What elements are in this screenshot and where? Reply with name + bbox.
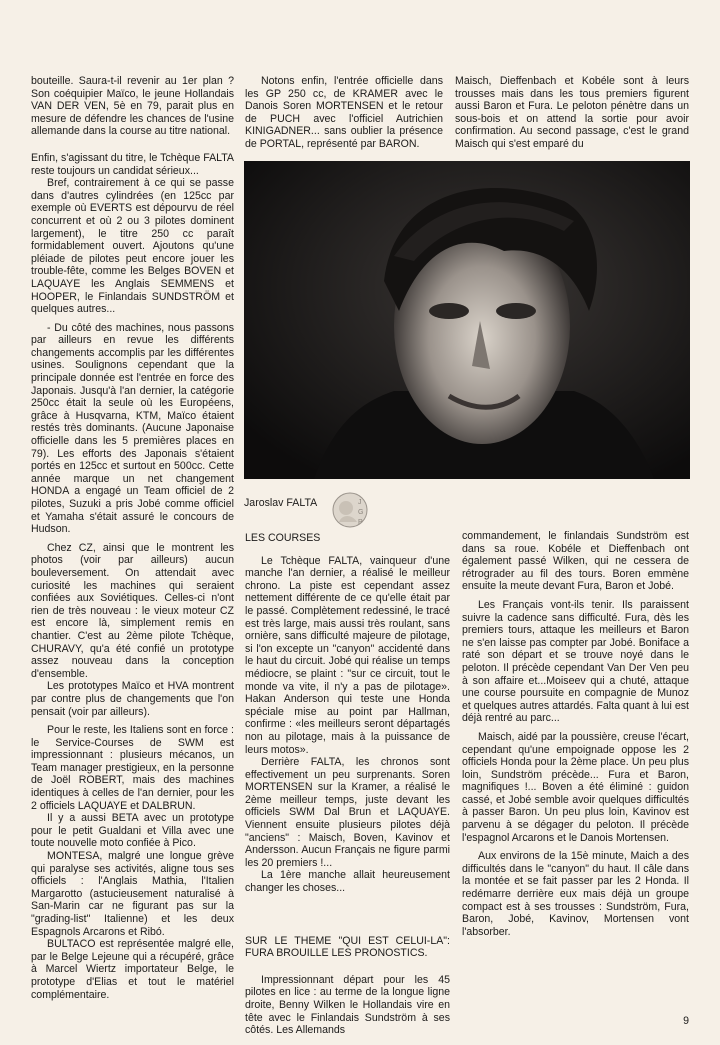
paragraph: Les Français vont-ils tenir. Ils paraissent suivre la cadence sans difficulté. Fura, dès les premiers tours, attaque les meilleurs et Baron ne s'en laisse pas compter par Jobé. Boniface a raté son départ et se trouve noyé dans le peloton. Il précède cependant Van Der Ven peu à son affaire et...Moiseev qui a chuté, attaque une course poursuite en compagnie de Munoz et quelques autres attardés. Falta quant à lui est déjà rentré au parc... (462, 598, 689, 725)
svg-text:J: J (358, 499, 362, 506)
paragraph: Chez CZ, ainsi que le montrent les photos (voir par ailleurs) aucun bouleversement. On attendait avec curiosité les machines qui seraient confiées aux Soviétiques. Celles-ci n'ont rien de très nouveau : le vieux moteur CZ est encore là, simplement remis en chantier. C'est au 2ème pilote Tchèque, CHURAVY, qu'a été confié un prototype assez nouveau dans la conception d'ensemble. (31, 541, 234, 680)
paragraph: Il y a aussi BETA avec un prototype pour le petit Gualdani et Villa avec une toute nouvelle moto confiée à Pico. (31, 812, 234, 850)
agency-logo (330, 488, 370, 534)
paragraph: Bref, contrairement à ce qui se passe dans d'autres cylindrées (en 125cc par exemple où EVERTS est dépourvu de réel concurrent et où 2 ou 3 pilotes dominent largement), le titre 250 cc paraît formidablement ouvert. Ajoutons qu'une pléiade de pilotes peut encore jouer les trouble-fête, comme les Belges BOVEN et LAQUAYE les Anglais SEMMENS et HOOPER, le Finlandais SUNDSTRÖM et quelques autres... (31, 177, 234, 316)
paragraph: Les prototypes Maïco et HVA montrent par contre plus de changements que l'on pensait (voir par ailleurs). (31, 680, 234, 718)
paragraph: Enfin, s'agissant du titre, le Tchèque FALTA reste toujours un candidat sérieux... (31, 151, 234, 177)
paragraph: Notons enfin, l'entrée officielle dans les GP 250 cc, de KRAMER avec le Danois Soren MORTENSEN et le retour de PUCH avec l'officiel Autrichien KINIGADNER... sans oublier la présence de PORTAL, représenté par BARON. (245, 75, 443, 150)
section-heading: LES COURSES (245, 532, 321, 544)
paragraph: - Du côté des machines, nous passons par ailleurs en revue les différents changements accomplis par les différentes usines. Soulignons cependant que la principale donnée est l'entrée en force des Japonais. Jusqu'à l'an dernier, la catégorie 250cc était la seule où les Européens, grâce à Husqvarna, KTM, Maïco étaient restés très dominants. (Aucune Japonaise officielle dans les 5 premières places en 79). Les efforts des Japonais s'étaient portés en 125cc et surtout en 500cc. Cette année marque un net changement HONDA a engagé un Team officiel de 2 pilotes, Suzuki a pris Jobé comme officiel et Yamaha s'était assuré le concours de Hudson. (31, 321, 234, 536)
paragraph: MONTESA, malgré une longue grève qui paralyse ses activités, aligne tous ses officiels : l'Anglais Mathia, l'Italien Margarotto (astucieusement naturalisé à San-Marin car ne figurant pas sur la "grading-list" Italienne) et les deux Espagnols Arcarons et Ribó. (31, 850, 234, 938)
section-heading: SUR LE THEME "QUI EST CELUI-LA": FURA BROUILLE LES PRONOSTICS. (245, 934, 450, 960)
paragraph: Pour le reste, les Italiens sont en force : le Service-Courses de SWM est impressionnant : plusieurs mécanos, un Team manager prestigieux, en la personne de Joël ROBERT, mais des machines identiques à celles de l'an dernier, pour les 2 officiels LAQUAYE et DALBRUN. (31, 724, 234, 812)
paragraph: Derrière FALTA, les chronos sont effectivement un peu surprenants. Soren MORTENSEN sur la Kramer, a réalisé le 2ème meilleur temps, juste devant les officiels SWM Dal Brun et LAQUAYE. Viennent ensuite plusieurs pilotes déjà "anciens" : Maisch, Boven, Kavinov et Andersson. Aucun Français ne figure parmi les 20 premiers !... (245, 756, 450, 869)
paragraph: Aux environs de la 15è minute, Maich a des difficultés dans le "canyon" du haut. Il câle dans la montée et se fait passer par les 2 Honda. Il redémarre derrière eux mais déjà un groupe compact est à ses trousses : Sundström, Fura, Baron, Jobé, Kavinov, Mortensen vont l'absorber. (462, 850, 689, 938)
paragraph: bouteille. Saura-t-il revenir au 1er plan ? Son coéquipier Maïco, le jeune Hollandais VAN DER VEN, 5è en 79, parait plus en mesure de défendre les chances de l'usine allemande dans la course au titre national. (31, 75, 234, 138)
svg-text:P: P (358, 519, 363, 526)
portrait-photo (244, 161, 690, 479)
photo-caption: Jaroslav FALTA (244, 497, 318, 509)
page-number: 9 (683, 1015, 689, 1027)
paragraph: Impressionnant départ pour les 45 pilotes en lice : au terme de la longue ligne droite, Benny Wilken le Hollandais vire en tête avec le Finlandais Sundström à ses côtés. Les Allemands (245, 973, 450, 1037)
paragraph: commandement, le finlandais Sundström est dans sa roue. Kobéle et Dieffenbach ont également passé Wilken, qui ne cessera de rétrograder au fil des tours. Boren emmène ensuite la meute devant Fura, Baron et Jobé. (462, 530, 689, 593)
paragraph: Maisch, aidé par la poussière, creuse l'écart, cependant qu'une empoignade oppose les 2 officiels Honda pour la 2ème place. Un peu plus loin, Sundström précède... Fura et Baron, magnifiques !... Boven a été éliminé : guidon cassé, et Jobé semble avoir quelques difficultés à passer Baron. Un peu plus loin, Kavinov est parvenu à se dégager du peloton. Il précède l'espagnol Arcarons et le Danois Mortensen. (462, 730, 689, 844)
paragraph: BULTACO est représentée malgré elle, par le Belge Lejeune qui a récupéré, grâce à Marcel Wiertz importateur Belge, le prototype d'Elias et tout le matériel complémentaire. (31, 938, 234, 1001)
column-right-bottom (462, 530, 689, 938)
column-middle-bottom (245, 530, 450, 1037)
column-middle-top (245, 75, 443, 151)
column-left (31, 75, 234, 1001)
paragraph: Le Tchèque FALTA, vainqueur d'une manche l'an dernier, a réalisé le meilleur chrono. La piste est cependant assez nettement différente de ce qu'elle était par le passé. Complètement redessiné, le tracé est très large, mais aussi très roulant, sans ornière, sans difficulté majeure de pilotage, si l'on excepte un "canyon" accidenté dans le haut du circuit. Jobé qui réalise un temps médiocre, se plaint : "sur ce circuit, tout le monde va vite, il n'y a pas de pilotage». Hakan Anderson qui teste une Honda spéciale mise au point par Hallman, confirme : «les meilleurs seront départagés non au pilotage, mais à la puissance de leurs motos». (245, 554, 450, 756)
portrait-illustration (244, 161, 690, 479)
paragraph: Maisch, Dieffenbach et Kobéle sont à leurs trousses mais dans les tous premiers figurent aussi Baron et Fura. Le peloton pénètre dans un sous-bois et on attend la sortie pour avoir confirmation. Au second passage, c'est le grand Maisch qui s'est emparé du (455, 75, 689, 150)
column-right-top (455, 75, 689, 151)
svg-text:G: G (358, 509, 364, 516)
paragraph: La 1ère manche allait heureusement changer les choses... (245, 869, 450, 895)
